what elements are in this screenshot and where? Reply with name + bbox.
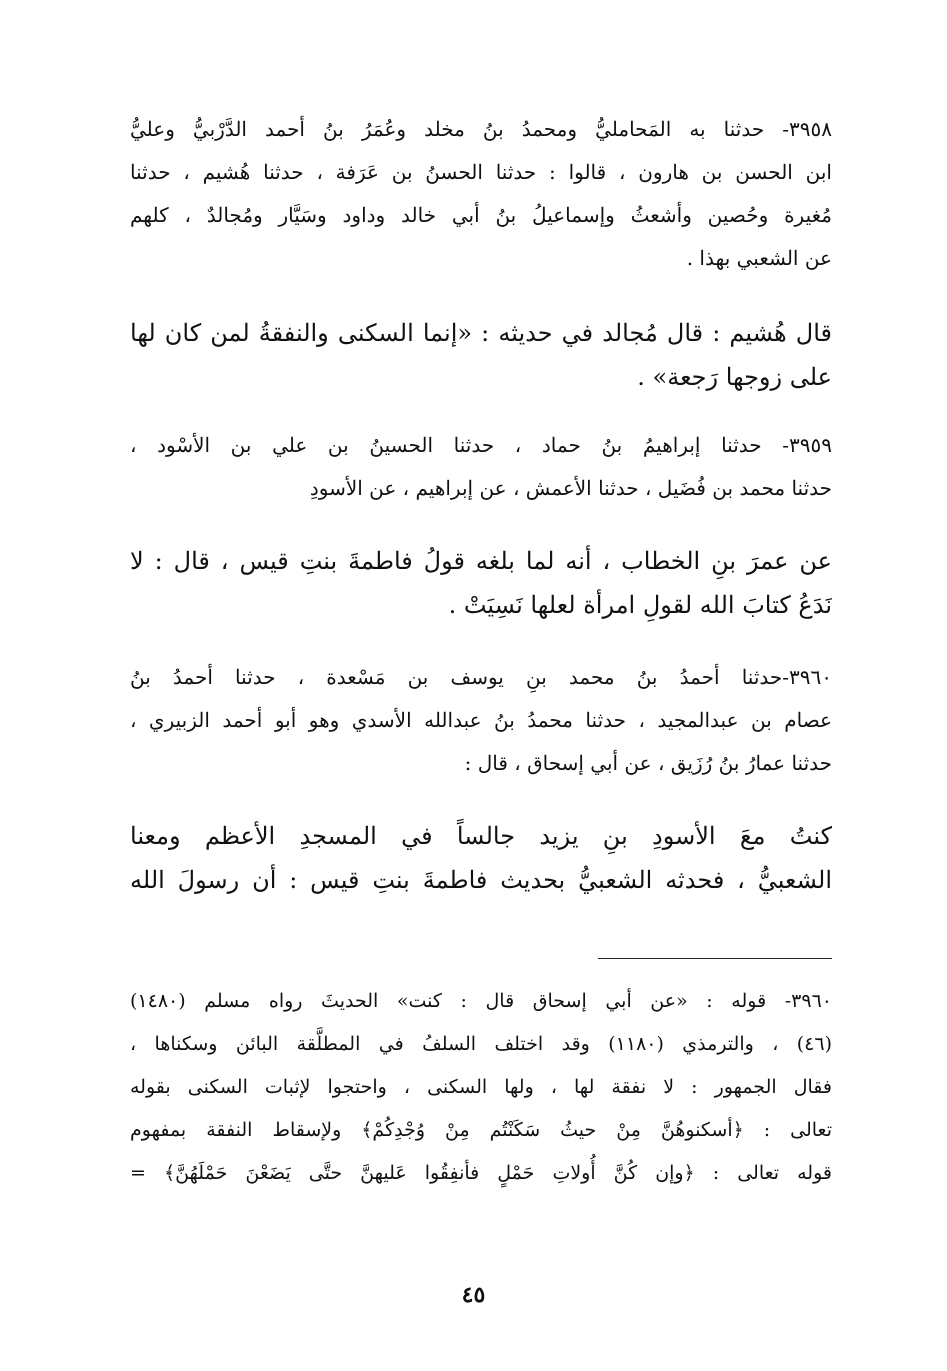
text-line: على زوجها رَجعة» . (637, 363, 832, 391)
text-line: ٣٩٥٩- حدثنا إبراهيمُ بنُ حماد ، حدثنا الحسينُ بن علي بن الأسْود ، (130, 433, 832, 457)
text-line: الشعبيُّ ، فحدثه الشعبيُّ بحديث فاطمةَ بنتِ قيس : أن رسولَ الله (130, 866, 832, 894)
hadith-3958-chain (130, 108, 832, 280)
footnote-line: تعالى : ﴿أسكنوهُنَّ مِنْ حيثُ سَكَنْتُم مِنْ وُجْدِكُمْ﴾ ولإسقاط النفقة بمفهوم (130, 1119, 832, 1141)
text-line: عصام بن عبدالمجيد ، حدثنا محمدُ بنُ عبدالله الأسدي وهو أبو أحمد الزبيري ، (130, 708, 832, 732)
text-line: مُغيرة وحُصين وأشعثُ وإسماعيلُ بنُ أبي خالد وداود وسَيَّار ومُجالدٌ ، كلهم (130, 203, 832, 227)
hadith-3959-chain (130, 424, 832, 510)
hadith-3959-matn (130, 539, 832, 627)
text-line: عن الشعبي بهذا . (686, 246, 832, 270)
text-line: ٣٩٥٨- حدثنا به المَحامليُّ ومحمدُ بنُ مخلد وعُمَرُ بنُ أحمد الدَّرْبيُّ وعليُّ (130, 117, 832, 141)
hushaym-statement (130, 311, 832, 399)
footnote-line: قوله تعالى : ﴿وإن كُنَّ أُولاتِ حَمْلٍ فأنفِقُوا عَليهنَّ حتَّى يَضَعْنَ حَمْلَهُنَّ﴾ = (130, 1162, 832, 1184)
text-line: حدثنا عمارُ بنُ رُزَيق ، عن أبي إسحاق ، قال : (464, 751, 832, 775)
footnote-separator (598, 958, 832, 959)
text-line: كنتُ معَ الأسودِ بنِ يزيد جالساً في المسجدِ الأعظم ومعنا (130, 822, 832, 850)
text-line: ابن الحسن بن هارون ، قالوا : حدثنا الحسنُ بن عَرَفة ، حدثنا هُشيم ، حدثنا (130, 160, 832, 184)
footnote-line: (٤٦) ، والترمذي (١١٨٠) وقد اختلف السلفُ في المطلَّقة البائن وسكناها ، (130, 1033, 832, 1055)
hadith-3960-chain (130, 656, 832, 785)
footnote-line: فقال الجمهور : لا نفقة لها ، ولها السكنى ، واحتجوا لإثبات السكنى بقوله (130, 1076, 832, 1098)
text-line: نَدَعُ كتابَ الله لقولِ امرأة لعلها نَسِيَتْ . (448, 591, 832, 619)
hadith-3960-matn (130, 814, 832, 902)
text-line: عن عمرَ بنِ الخطاب ، أنه لما بلغه قولُ فاطمةَ بنتِ قيس ، قال : لا (130, 547, 832, 575)
footnote (130, 980, 832, 1195)
text-line: قال هُشيم : قال مُجالد في حديثه : «إنما السكنى والنفقةُ لمن كان لها (130, 319, 832, 347)
page-number: ٤٥ (461, 1282, 486, 1308)
text-line: حدثنا محمد بن فُضَيل ، حدثنا الأعمش ، عن إبراهيم ، عن الأسودِ (309, 476, 832, 500)
footnote-line: ٣٩٦٠- قوله : «عن أبي إسحاق قال : كنت» الحديثَ رواه مسلم (١٤٨٠) (130, 990, 832, 1012)
text-line: ٣٩٦٠-حدثنا أحمدُ بنُ محمد بنِ يوسف بن مَسْعدة ، حدثنا أحمدُ بنُ (130, 665, 832, 689)
